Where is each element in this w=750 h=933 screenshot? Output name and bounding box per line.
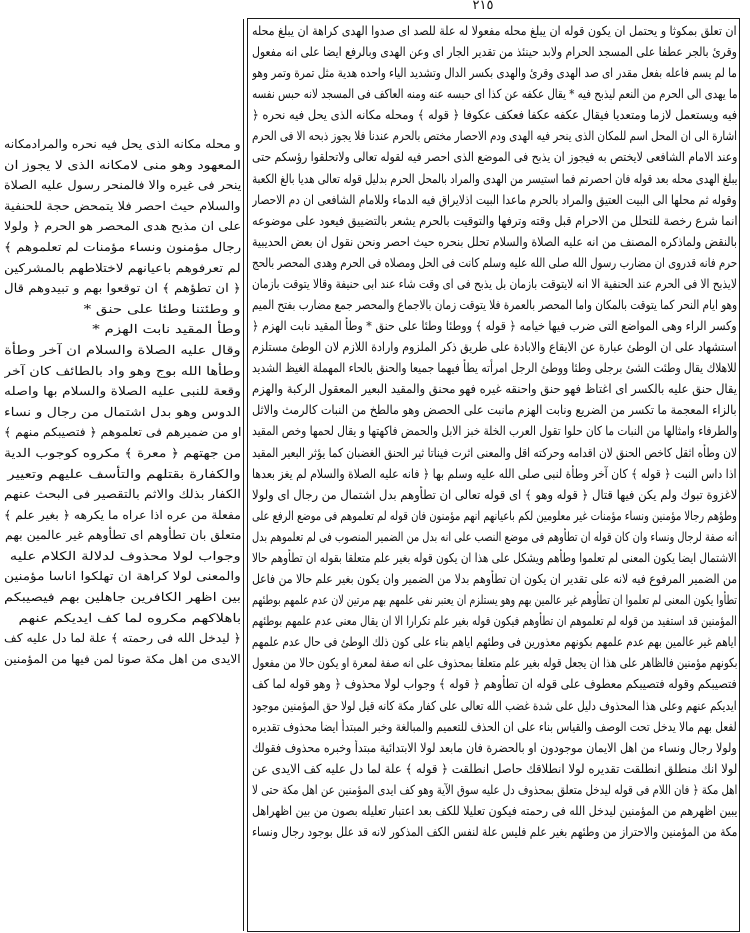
- main-text-line-text: بكونهم مؤمنين فالظاهر على هذا ان يجعل قوله بغير علم متعلقا بمحذوف على انه صفة لمعرة او يكون حالا من مفعول: [252, 656, 737, 671]
- main-text-line-text: انما شرع رخصة للتحلل من الاحرام قبل وقته وترفها والتوقيت بالحرم يشعر بالتضييق فيعود على موضوعه: [252, 213, 737, 228]
- main-text-line-text: لفعل بهم مالا يدخل تحت الوصف والقياس بناء على ان الحذف للتعميم والمبالغة وخبر المبتدأ ايضا محذوف تقديره: [252, 719, 737, 734]
- margin-text-line-text: وجواب لولا محذوف لدلالة الكلام عليه: [9, 548, 241, 563]
- main-text-line-text: وهو ايام النحر كما يتوقت بالمكان واما المحصر بالعمرة فلا يتوقت زمان بالاجماع والمحصر جمع مضارب بفتح الميم: [252, 298, 737, 313]
- main-text-line: [252, 337, 737, 358]
- main-text-line: [252, 42, 737, 63]
- main-text-line-text: ان تعلق بمكوثا و يحتمل ان يكون قوله ان يبلغ محله مفعولا له علة للصد اى صدوا الهدى كراهة ان يبلغ محله: [252, 24, 737, 38]
- main-text-line: [252, 211, 737, 232]
- main-text-line-text: انه صفة لرجال ونساء وان كان قوله ان تطأوهم فى موضع النصب على انه بدل من الضمير المنصوب فى لم تعلموهم بدل: [252, 529, 737, 544]
- main-text-line: [252, 696, 737, 717]
- main-text-line: [252, 379, 737, 400]
- main-text-line: [252, 274, 737, 295]
- main-text-line-text: والطرفاء وامثالها من النبات ما كان حلوا تقول العرب الخلة خبز الابل والحمض فاكهتها و يقال لحمها وخص المقيد: [252, 424, 737, 439]
- margin-text-line: [4, 649, 241, 670]
- main-text-line: [252, 169, 737, 190]
- main-text-line: [252, 295, 737, 316]
- margin-text-line-text: او من ضميرهم فى تعلموهم ﴿ فتصيبكم منهم ﴾: [4, 425, 241, 440]
- main-text-line: [252, 190, 737, 211]
- margin-text-line: [4, 546, 241, 567]
- margin-text-line-text: على ان مذبح هدى المحصر هو الحرم ﴿ ولولا: [4, 219, 241, 234]
- main-text-line-text: لان وطأه اثقل كاخص الحنق لان اقدامه وحركته اقل والمعنى اثرت فيناتا ثير الحنق الغضبان كما يؤثر البعير المقيد: [252, 445, 737, 460]
- main-text-line: [252, 717, 737, 738]
- main-text-line-text: فيه ويستعمل لازما ومتعديا فيقال عكفه عكفا فعكف عكوفا ﴿ قوله ﴾ ومحله مكانه الذى يحل فيه نحره ﴿: [252, 108, 737, 123]
- margin-text-line: [4, 299, 241, 320]
- main-text-line: [252, 316, 737, 337]
- margin-text-line: [4, 464, 241, 485]
- margin-text-line: [4, 196, 241, 217]
- main-text-line: [252, 653, 737, 674]
- margin-text-line-text: و وطئتنا وطئا على حنق *: [84, 301, 241, 316]
- main-text-line: [252, 822, 737, 843]
- main-text-line: [252, 674, 737, 695]
- margin-text-line-text: الايدى من اهل مكة صونا لمن فيها من المؤمنين: [4, 651, 241, 666]
- main-text-line: [252, 358, 737, 379]
- margin-text-line: [4, 608, 241, 629]
- margin-text-line: [4, 484, 241, 505]
- margin-text-line: [4, 505, 241, 526]
- main-text-line-text: وقوله ثم محلها الى البيت العتيق والمراد بالحرم ماعدا البيت اذلايراق فيه الدماء وللامام الشافعى ان دم الاحصار: [252, 192, 737, 207]
- main-text-line-text: لاغزوة تبوك ولم يكن فيها قتال ﴿ قوله وهو ﴾ اى قوله تعالى ان تطأوهم بدل اشتمال من رجال اى ولولا: [252, 487, 737, 502]
- main-text-line-text: ما يهدى الى الحرم من النعم ليذبح فيه * يقال عكفه عن كذا اى حبسه عنه ومنه العاكف فى المسجد لانه حبس نفسه: [252, 87, 737, 102]
- margin-text-line-text: وطأها الله بوج وهو واد بالطائف كان آخر: [4, 363, 241, 378]
- main-text-line-text: من الضمير المرفوع فيه لانه على تقدير ان يكون ان تطأوهم بدلا من الضمير وان يكون بغير علم حالا من فاعل: [252, 572, 737, 587]
- margin-text-line: [4, 155, 241, 176]
- margin-text-line-text: متعلق بان تطأوهم اى تطأوهم غير عالمين بهم: [4, 528, 241, 543]
- margin-text-line: [4, 443, 241, 464]
- margin-text-line-text: ينحر فى غيره والا فالمنحر رسول عليه الصلاة: [4, 178, 241, 193]
- margin-text-line-text: و محله مكانه الذى يحل فيه نحره والمرادمكانه: [4, 137, 241, 151]
- margin-commentary-text: [4, 134, 241, 774]
- main-text-line: [252, 84, 737, 105]
- main-text-line-text: الاشتمال ايضا يكون المعنى لم تعلموا وطأهم ويشكل على هذا ان يكون قوله بغير علم متعلقا بقوله ان تطأوهم حالا: [252, 550, 737, 565]
- main-text-line: [252, 485, 737, 506]
- main-text-line-text: بالنقض ولماذكره المصنف من انه عليه الصلاة والسلام تحلل بنحره حيث احصر ونحن نقول ان بعض الحديبية: [252, 234, 737, 249]
- main-text-line-text: ولولا رجال ونساء من اهل الايمان موجودون او بالحضرة فان مابعد لولا الابتدائية مبتدأ وخبره محذوف فقولك: [252, 740, 737, 755]
- margin-text-line-text: والمعنى لولا كراهة ان تهلكوا اناسا مؤمنين: [4, 569, 241, 584]
- margin-text-line: [4, 278, 241, 299]
- main-text-line: [252, 253, 737, 274]
- main-text-line-text: يقال حنق عليه بالكسر اى اغتاظ فهو حنق واحنقه غيره فهو محنق والمقيد البعير المعقول الركبة والهزم: [252, 382, 737, 397]
- margin-text-line-text: بين اظهر الكافرين جاهلين بهم فيصيبكم: [4, 590, 241, 605]
- page-number: ٢١٥: [472, 0, 494, 13]
- main-text-line: [252, 780, 737, 801]
- main-text-line: [252, 443, 737, 464]
- margin-text-line-text: وطأ المقيد نابت الهزم *: [92, 322, 241, 337]
- main-text-line: [252, 147, 737, 168]
- margin-text-line-text: ﴿ ان تطؤهم ﴾ ان توقعوا بهم و تبيدوهم قال: [4, 281, 241, 296]
- margin-text-line: [4, 340, 241, 361]
- margin-text-line-text: المعهود وهو منى لامكانه الذى لا يجوز ان: [4, 157, 241, 172]
- main-text-line-text: وطؤهم رجالا مؤمنين ونساء مؤمنات غير معلومين لكم باعيانهم انهم مؤمنون فان قوله لم تعلموهم فى موضع الرفع على: [252, 508, 737, 523]
- main-text-line-text: مكة من المؤمنين والاحتراز من وطئهم بغير علم فليس علة لنفس الكف المذكور لانه قد علل بوجود رجال ونساء: [252, 824, 737, 839]
- margin-text-line-text: وقعة للنبى عليه الصلاة والسلام بها واصله: [4, 384, 241, 399]
- margin-text-line: [4, 587, 241, 608]
- main-text-line: [252, 632, 737, 653]
- main-text-line: [252, 126, 737, 147]
- main-text-line-text: لولا انك منطلق انطلقت تقديره لولا انطلاقك حاصل انطلقت ﴿ قوله ﴾ علة لما دل عليه كف الايدى عن: [252, 761, 737, 776]
- main-text-line: [252, 548, 737, 569]
- main-text-line: [252, 63, 737, 84]
- main-text-line: [252, 421, 737, 442]
- main-text-line: [252, 569, 737, 590]
- main-text-line-text: اشارة الى ان المحل اسم للمكان الذى ينحر فيه الهدى ودم الاحصار مختص بالحرم عندنا فلا يجوز ذبحه الا فى الحرم: [252, 129, 737, 144]
- margin-text-line-text: مفعلة من عره اذا عراه ما يكرهه ﴿ بغير علم ﴾: [4, 507, 241, 522]
- main-text-line: [252, 611, 737, 632]
- margin-text-line: [4, 319, 241, 340]
- main-text-line: [252, 801, 737, 822]
- margin-text-line-text: والكفارة بقتلهم والتأسف عليهم وتعيير: [7, 466, 241, 481]
- main-text-line-text: وقرئ بالجر عطفا على المسجد الحرام ولابد حينئذ من تقدير الجار اى وعن الهدى وبالرفع ايضا على انه مفعول: [252, 45, 737, 60]
- margin-text-line: [4, 525, 241, 546]
- main-text-line: [252, 400, 737, 421]
- margin-text-line: [4, 237, 241, 258]
- margin-text-line: [4, 422, 241, 443]
- margin-text-line-text: لم تعرفوهم باعيانهم لاختلاطهم بالمشركين: [4, 260, 241, 275]
- main-text-line-text: للاهلاك يقال وطئت الشئ برجلى وطئا ووطئ الرجل امرأته يطأ فيهما جميعا والحنق بالحاء المهملة الغيظ الشديد: [252, 361, 737, 376]
- margin-text-line: [4, 216, 241, 237]
- margin-text-line-text: والسلام حيث احصر فلا يتمحض حجة للحنفية: [4, 198, 241, 213]
- margin-text-line: [4, 628, 241, 649]
- main-text-line: [252, 506, 737, 527]
- margin-text-line: [4, 566, 241, 587]
- margin-text-line: [4, 134, 241, 155]
- main-text-line: [252, 738, 737, 759]
- main-text-line-text: ايديكم عنهم وعلى هذا المحذوف دليل على شدة غضب الله تعالى على كفار مكة كانه قيل لولا حق المؤمنين موجود: [252, 698, 737, 713]
- main-text-line-text: اياهم غير عالمين بهم عدم علمهم بكونهم معذورين فى وطئهم اياهم بناء على كون ذلك الوطئ فى حال عدم علمهم: [252, 635, 737, 650]
- margin-text-line: [4, 175, 241, 196]
- margin-text-line-text: باهلاكهم مكروه لما كف ايديكم عنهم: [18, 610, 241, 625]
- margin-text-line: [4, 258, 241, 279]
- margin-text-line: [4, 361, 241, 382]
- main-text-line-text: فتصيبكم وقوله فتصيبكم معطوف على قوله ان تطأوهم ﴿ قوله ﴾ وجواب لولا محذوف ﴿ وهو قوله لما كف: [252, 677, 737, 692]
- main-text-line-text: استشهاد على ان الوطئ عبارة عن الايقاع والابادة على طريق ذكر الملزوم وارادة اللازم لان الوطئ مستلزم: [252, 340, 737, 355]
- main-text-line-text: يبلغ الهدى محله بعد قوله فان احصرتم فما استيسر من الهدى والمراد بالمحل الحرم بدليل قوله تعالى هديا بالغ الكعبة: [252, 171, 737, 186]
- main-text-line-text: لايذبح الا فى الحرم عند الحنفية الا انه لايتوقت بازمان بل يذبح فى اى وقت شاء عند ابى حنيفة وقالا يتوقت بازمان: [252, 276, 737, 291]
- main-text-line: [252, 105, 737, 126]
- main-commentary-text: [252, 21, 737, 929]
- main-text-line: [252, 759, 737, 780]
- main-text-line-text: يبين اظهرهم من المؤمنين ليدخل الله فى رحمته فيكون تعليلا للكف بعد اعتبار تعليله بصون من بين اظهراهل: [252, 803, 737, 818]
- margin-text-line-text: الدوس وهو بدل اشتمال من رجال و نساء: [4, 404, 241, 419]
- margin-text-line-text: ﴿ ليدخل الله فى رحمته ﴾ علة لما دل عليه كف: [4, 631, 241, 646]
- main-text-line: [252, 590, 737, 611]
- main-text-line: [252, 527, 737, 548]
- main-text-line-text: حرم فانه قدروى ان مضارب رسول الله صلى الله عليه وسلم كانت فى الحل ومصلاه فى الحرم وهدى المحصر بالحج: [252, 255, 737, 270]
- main-text-line-text: اهل مكة ﴿ فان اللام فى قوله ليدخل متعلق بمحذوف دل عليه سوق الآية وهو كف ايدى المؤمنين عن اهل مكة حتى لا: [252, 782, 737, 797]
- margin-text-line-text: وقال عليه الصلاة والسلام ان آخر وطأة: [4, 342, 241, 357]
- main-text-line-text: اذا داس النبت ﴿ قوله ﴾ كان آخر وطأة لنبى صلى الله عليه وسلم بها ﴿ فانه عليه الصلاة والسلام لم يغز بعدها: [252, 466, 737, 481]
- main-text-line-text: وعند الامام الشافعى لايختص به فيجوز ان يذبح فى الموضع الذى احصر فيه لقوله تعالى ولاتحلقوا رؤسكم حتى: [252, 150, 737, 165]
- main-text-line-text: وكسر الراء وهى المواضع التى ضرب فيها خيامه ﴿ قوله ﴾ ووطئا وطئا على حنق * وطأ المقيد نابت الهزم ﴿: [252, 319, 737, 334]
- main-text-line: [252, 232, 737, 253]
- main-text-line-text: تطأوا يكون المعنى لم تعلموا ان تطأوهم غير عالمين بهم وهو يستلزم ان يعتبر نفى علمهم بهم مرتين لان عدم علمهم بوطئهم: [252, 593, 737, 608]
- margin-text-line: [4, 402, 241, 423]
- margin-text-line-text: من جهتهم ﴿ معرة ﴾ مكروه كوجوب الدية: [4, 445, 241, 460]
- main-text-line: [252, 464, 737, 485]
- main-text-line-text: المؤمنين قد استفيد من قوله لم تعلموهم ان تطأوهم فيكون قوله بغير علم تكرارا الا ان يقال معنى عدم علمهم بوطئهم: [252, 614, 737, 629]
- margin-text-line: [4, 381, 241, 402]
- main-text-line-text: ما لم يسم فاعله بفعل مقدر اى صد الهدى وقرئ والهدى بكسر الدال وتشديد الياء واحده هدية مثل تمرة وتمر وهو: [252, 66, 737, 81]
- margin-text-line-text: الكفار بذلك والاثم بالتقصير فى البحث عنهم: [4, 487, 241, 502]
- main-text-line-text: بالزاء المعجمة ما تكسر من الضريع ونابت الهزم مانبت على الحصض وهو مالطخ من النبات كالرمث والاثل: [252, 403, 737, 418]
- margin-text-line-text: رجال مؤمنون ونساء مؤمنات لم تعلموهم ﴾: [4, 239, 241, 254]
- main-text-line: [252, 21, 737, 42]
